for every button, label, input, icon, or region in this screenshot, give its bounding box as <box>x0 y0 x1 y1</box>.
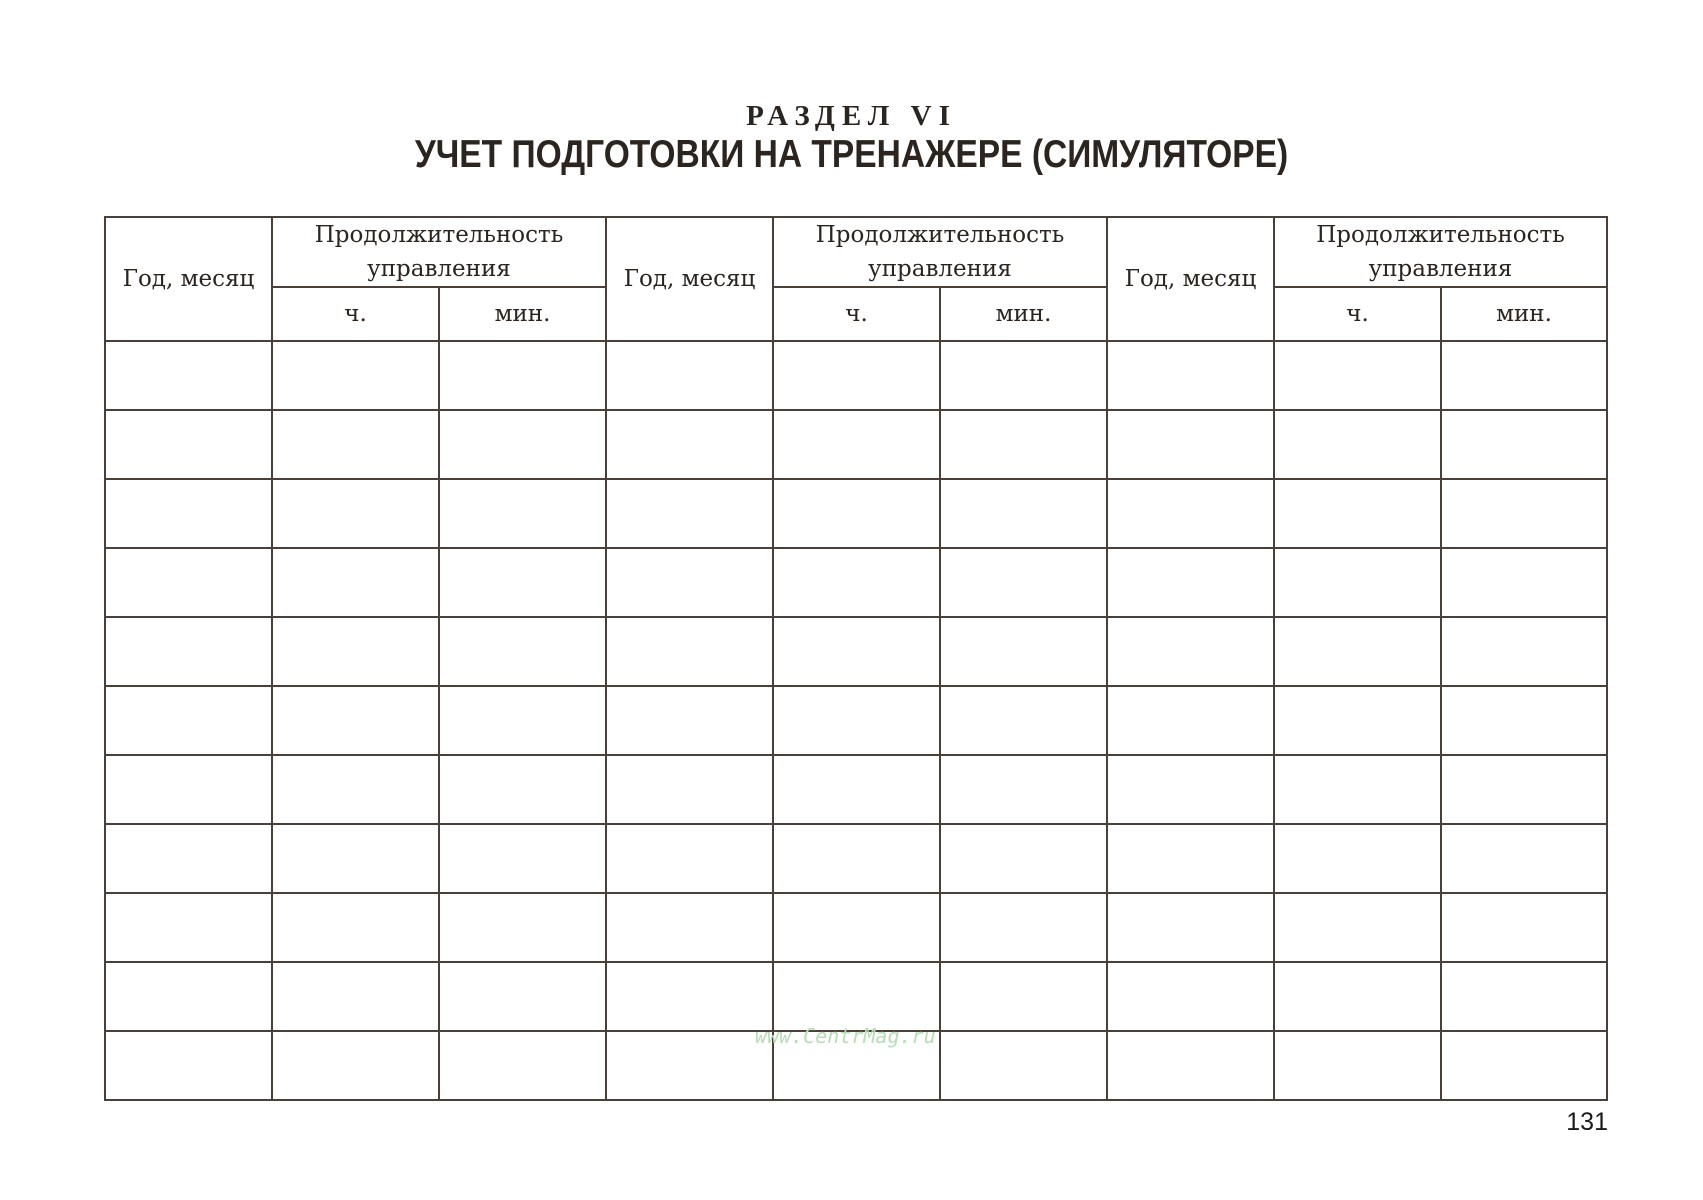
minutes-cell <box>1441 755 1607 824</box>
table-row <box>105 341 1607 410</box>
header-row <box>105 217 1607 287</box>
minutes-cell <box>940 686 1107 755</box>
minutes-header: мин. <box>1441 287 1607 341</box>
hours-cell <box>1274 548 1441 617</box>
hours-cell <box>773 893 940 962</box>
minutes-cell <box>439 1031 606 1100</box>
minutes-cell <box>1441 1031 1607 1100</box>
minutes-header: мин. <box>439 287 606 341</box>
date-cell <box>1107 686 1274 755</box>
hours-cell <box>773 824 940 893</box>
date-header: Год, месяц <box>606 217 773 341</box>
date-cell <box>105 410 272 479</box>
date-cell <box>1107 1031 1274 1100</box>
hours-cell <box>272 893 439 962</box>
minutes-cell <box>1441 548 1607 617</box>
page-number: 131 <box>1566 1108 1608 1136</box>
minutes-cell <box>439 755 606 824</box>
table-row <box>105 410 1607 479</box>
date-cell <box>606 824 773 893</box>
hours-cell <box>272 479 439 548</box>
date-cell <box>606 410 773 479</box>
hours-cell <box>272 410 439 479</box>
table-row <box>105 686 1607 755</box>
date-cell <box>1107 617 1274 686</box>
date-cell <box>606 548 773 617</box>
date-cell <box>1107 410 1274 479</box>
minutes-cell <box>439 341 606 410</box>
date-cell <box>606 617 773 686</box>
minutes-cell <box>940 341 1107 410</box>
hours-cell <box>272 686 439 755</box>
date-cell <box>1107 962 1274 1031</box>
hours-cell <box>1274 617 1441 686</box>
date-cell <box>1107 341 1274 410</box>
duration-header: Продолжительность управления <box>773 217 1107 287</box>
hours-cell <box>272 962 439 1031</box>
date-cell <box>1107 548 1274 617</box>
minutes-cell <box>439 824 606 893</box>
date-cell <box>1107 755 1274 824</box>
duration-header: Продолжительность управления <box>1274 217 1607 287</box>
minutes-header: мин. <box>940 287 1107 341</box>
hours-cell <box>1274 824 1441 893</box>
date-cell <box>606 962 773 1031</box>
table-row <box>105 548 1607 617</box>
hours-cell <box>1274 410 1441 479</box>
hours-cell <box>272 824 439 893</box>
table-row <box>105 962 1607 1031</box>
minutes-cell <box>940 893 1107 962</box>
minutes-cell <box>439 686 606 755</box>
minutes-cell <box>940 962 1107 1031</box>
date-header: Год, месяц <box>1107 217 1274 341</box>
hours-cell <box>1274 479 1441 548</box>
hours-header: ч. <box>773 287 940 341</box>
minutes-cell <box>1441 479 1607 548</box>
date-cell <box>1107 893 1274 962</box>
hours-header: ч. <box>272 287 439 341</box>
date-cell <box>105 1031 272 1100</box>
hours-cell <box>773 341 940 410</box>
hours-cell <box>1274 341 1441 410</box>
hours-cell <box>272 755 439 824</box>
hours-header: ч. <box>1274 287 1441 341</box>
minutes-cell <box>439 962 606 1031</box>
date-cell <box>606 341 773 410</box>
date-cell <box>105 617 272 686</box>
hours-cell <box>272 617 439 686</box>
date-cell <box>105 893 272 962</box>
date-header: Год, месяц <box>105 217 272 341</box>
date-cell <box>1107 824 1274 893</box>
date-cell <box>105 686 272 755</box>
date-cell <box>105 479 272 548</box>
hours-cell <box>272 1031 439 1100</box>
hours-cell <box>773 686 940 755</box>
date-cell <box>606 893 773 962</box>
table-row <box>105 893 1607 962</box>
minutes-cell <box>1441 341 1607 410</box>
table-row <box>105 617 1607 686</box>
date-cell <box>105 548 272 617</box>
minutes-cell <box>1441 617 1607 686</box>
date-cell <box>105 824 272 893</box>
minutes-cell <box>940 617 1107 686</box>
minutes-cell <box>940 824 1107 893</box>
minutes-cell <box>1441 893 1607 962</box>
minutes-cell <box>439 548 606 617</box>
date-cell <box>105 962 272 1031</box>
training-log-table <box>104 216 1608 1101</box>
date-cell <box>606 755 773 824</box>
hours-cell <box>1274 1031 1441 1100</box>
date-cell <box>105 755 272 824</box>
duration-header: Продолжительность управления <box>272 217 606 287</box>
table-row <box>105 479 1607 548</box>
hours-cell <box>773 479 940 548</box>
hours-cell <box>773 410 940 479</box>
hours-cell <box>773 617 940 686</box>
section-label: РАЗДЕЛ VI <box>746 100 957 132</box>
hours-cell <box>773 962 940 1031</box>
date-cell <box>606 479 773 548</box>
hours-cell <box>1274 755 1441 824</box>
watermark: www.CentrMag.ru <box>755 1024 936 1048</box>
minutes-cell <box>940 410 1107 479</box>
minutes-cell <box>940 479 1107 548</box>
minutes-cell <box>940 548 1107 617</box>
minutes-cell <box>439 893 606 962</box>
hours-cell <box>773 548 940 617</box>
minutes-cell <box>940 755 1107 824</box>
hours-cell <box>773 755 940 824</box>
minutes-cell <box>940 1031 1107 1100</box>
hours-cell <box>1274 686 1441 755</box>
hours-cell <box>272 548 439 617</box>
section-title: УЧЕТ ПОДГОТОВКИ НА ТРЕНАЖЕРЕ (СИМУЛЯТОРЕ) <box>414 133 1289 176</box>
date-cell <box>105 341 272 410</box>
minutes-cell <box>1441 410 1607 479</box>
hours-cell <box>1274 962 1441 1031</box>
minutes-cell <box>439 410 606 479</box>
hours-cell <box>272 341 439 410</box>
hours-cell <box>1274 893 1441 962</box>
subheader-row <box>105 287 1607 341</box>
minutes-cell <box>1441 686 1607 755</box>
minutes-cell <box>1441 962 1607 1031</box>
date-cell <box>606 1031 773 1100</box>
minutes-cell <box>439 479 606 548</box>
date-cell <box>606 686 773 755</box>
minutes-cell <box>439 617 606 686</box>
table-row <box>105 824 1607 893</box>
table-row <box>105 755 1607 824</box>
date-cell <box>1107 479 1274 548</box>
minutes-cell <box>1441 824 1607 893</box>
